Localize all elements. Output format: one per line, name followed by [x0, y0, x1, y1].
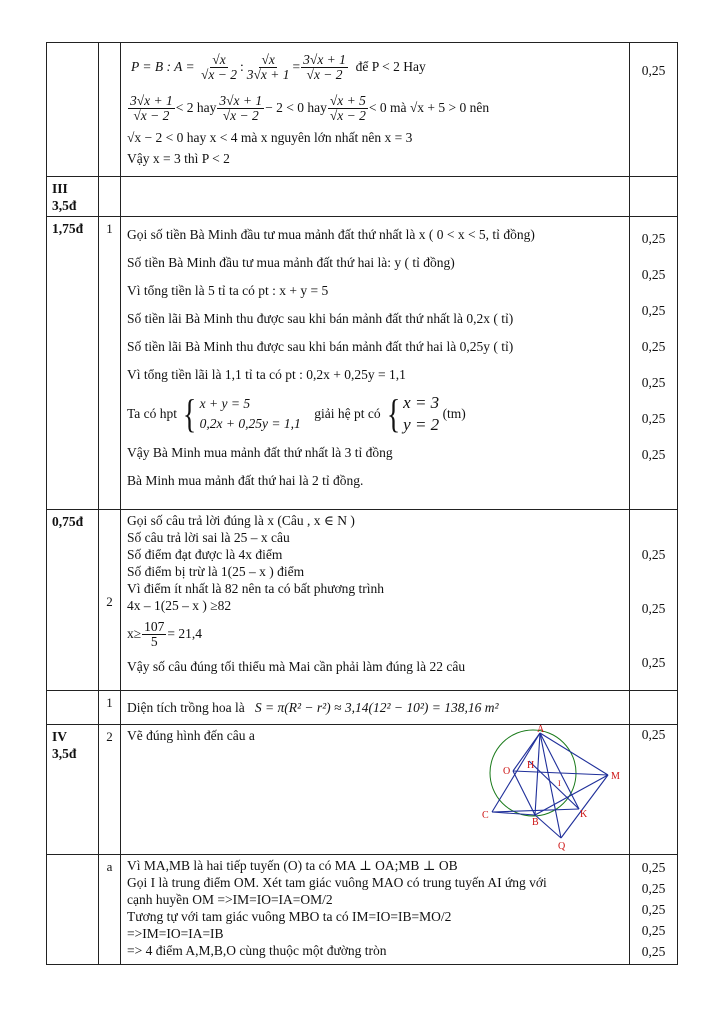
iv2-number: 2 — [99, 725, 121, 855]
section-iii-label: III 3,5đ — [47, 177, 99, 217]
frac-1: $\frac{√x}{√x - 2}$ — [200, 51, 237, 82]
frac-3: $\frac{3√x + 1}{√x - 2}$ — [303, 51, 346, 82]
row-p-inequality — [47, 43, 678, 177]
question-2-row — [47, 510, 678, 691]
q1-solution: Gọi số tiền Bà Minh đầu tư mua mảnh đất thứ nhất là x ( 0 < x < 5, tỉ đồng) Số tiền Bà Minh đầu tư mua mảnh đất thứ hai là: y ( tỉ đồng) Vì tổng tiền là 5 tỉ ta có pt : x + y = 5 Số tiền lãi Bà Minh thu được sau khi bán mảnh đất thứ nhất là 0,2x ( tỉ) Số tiền lãi Bà Minh thu được sau khi bán mảnh đất thứ hai là 0,25y ( tỉ) Vì tổng tiền lãi là 1,1 tỉ ta có pt : 0,2x + 0,25y = 1,1 Ta có hpt { x + y = 5 0,2x + 0,25y = 1,1 giải hệ pt có { x = 3 y = 2 (tm) Vậy Bà Minh mua mảnh đất thứ nhất là 3 tỉ đồng Bà Minh mua mảnh đất thứ hai là 2 tỉ đồng. — [121, 217, 630, 510]
seg-ab — [535, 733, 540, 815]
iv-2-row — [47, 725, 678, 855]
seg-qm — [561, 775, 608, 838]
iva-number: a — [99, 855, 121, 965]
iva-solution: Vì MA,MB là hai tiếp tuyến (O) ta có MA ⊥ OA;MB ⊥ OB Gọi I là trung điểm OM. Xét tam giác vuông MAO có trung tuyến AI ứng với cạnh huyền OM =>IM=IO=IA=OM/2 Tương tự với tam giác vuông MBO ta có IM=IO=IB=MO/2 =>IM=IO=IA=IB => 4 điểm A,M,B,O cùng thuộc một đường tròn — [121, 855, 630, 965]
q1-scores: 0,25 0,25 0,25 0,25 0,25 0,25 0,25 — [630, 217, 678, 510]
label-h: H — [527, 760, 535, 771]
q2-scores: 0,25 0,25 0,25 — [630, 510, 678, 691]
question-1-row — [47, 217, 678, 510]
p-solution-cell: P = B : A = $\frac{√x}{√x - 2}$ : $\frac{√x}{3√x + 1}$ = $\frac{3√x + 1}{√x - 2}$ để P < 2 Hay $\frac{3√x + 1}{√x - 2}$ < 2 hay $\frac{3√x + 1}{√x - 2}$ − 2 < 0 hay $\frac{√x + 5}{√x - 2}$ < 0 mà √x + 5 > 0 nên √x − 2 < 0 hay x < 4 mà x nguyên lớn nhất nên x = 3 Vậy x = 3 thì P < 2 — [121, 43, 630, 177]
q1-points: 1,75đ — [47, 217, 99, 510]
label-a: A — [537, 724, 545, 735]
label-b: B — [532, 817, 539, 828]
iv1-solution: Diện tích trồng hoa là S = π(R² − r²) ≈ 3,14(12² − 10²) = 138,16 m² — [121, 691, 630, 725]
hpt-solution: { x = 3 y = 2 — [386, 391, 440, 436]
p-def: P = B : A = — [131, 59, 195, 74]
label-m: M — [611, 771, 620, 782]
hpt-label: Ta có hpt — [127, 406, 178, 421]
section-iii-row — [47, 177, 678, 217]
p-line-4: Vậy x = 3 thì P < 2 — [127, 151, 230, 166]
seg-ob — [513, 771, 535, 815]
geometry-figure — [469, 725, 619, 853]
iv1-number: 1 — [99, 691, 121, 725]
iva-scores: 0,25 0,25 0,25 0,25 0,25 — [630, 855, 678, 965]
frac-2: $\frac{√x}{3√x + 1}$ — [246, 51, 290, 82]
q2-points: 0,75đ — [47, 510, 99, 691]
label-o: O — [503, 766, 511, 777]
iv-1-row — [47, 691, 678, 725]
p-score: 0,25 — [630, 43, 678, 177]
seg-cb — [492, 812, 535, 815]
section-iv-label: IV 3,5đ — [47, 725, 99, 855]
answer-key-table — [46, 42, 678, 965]
q2-number: 2 — [99, 510, 121, 691]
frac-5: $\frac{3√x + 1}{√x - 2}$ — [219, 92, 263, 123]
p-condition: để P < 2 Hay — [355, 59, 426, 74]
q1-number: 1 — [99, 217, 121, 510]
p-line-3: √x − 2 < 0 hay x < 4 mà x nguyên lớn nhất nên x = 3 — [127, 130, 413, 145]
iv-a-row — [47, 855, 678, 965]
label-k: K — [580, 809, 588, 820]
iv2-score: 0,25 — [630, 725, 678, 855]
frac-4: $\frac{3√x + 1}{√x - 2}$ — [130, 92, 173, 123]
label-i: I — [558, 779, 561, 788]
hpt-system: { x + y = 5 0,2x + 0,25y = 1,1 — [183, 391, 301, 436]
frac-6: $\frac{√x + 5}{√x - 2}$ — [329, 92, 366, 123]
label-q: Q — [558, 841, 566, 852]
seg-ac — [492, 733, 540, 812]
q2-solution: Gọi số câu trả lời đúng là x (Câu , x ∈ N ) Số câu trả lời sai là 25 – x câu Số điểm đạt được là 4x điểm Số điểm bị trừ là 1(25 – x ) điểm Vì điểm ít nhất là 82 nên ta có bất phương trình 4x – 1(25 – x ) ≥82 x≥ $\frac{107}{5}$ = 21,4 Vậy số câu đúng tối thiểu mà Mai cần phải làm đúng là 22 câu — [121, 510, 630, 691]
iv2-solution: Vẽ đúng hình đến câu a A O H M I C B K Q — [121, 725, 630, 855]
label-c: C — [482, 810, 489, 821]
